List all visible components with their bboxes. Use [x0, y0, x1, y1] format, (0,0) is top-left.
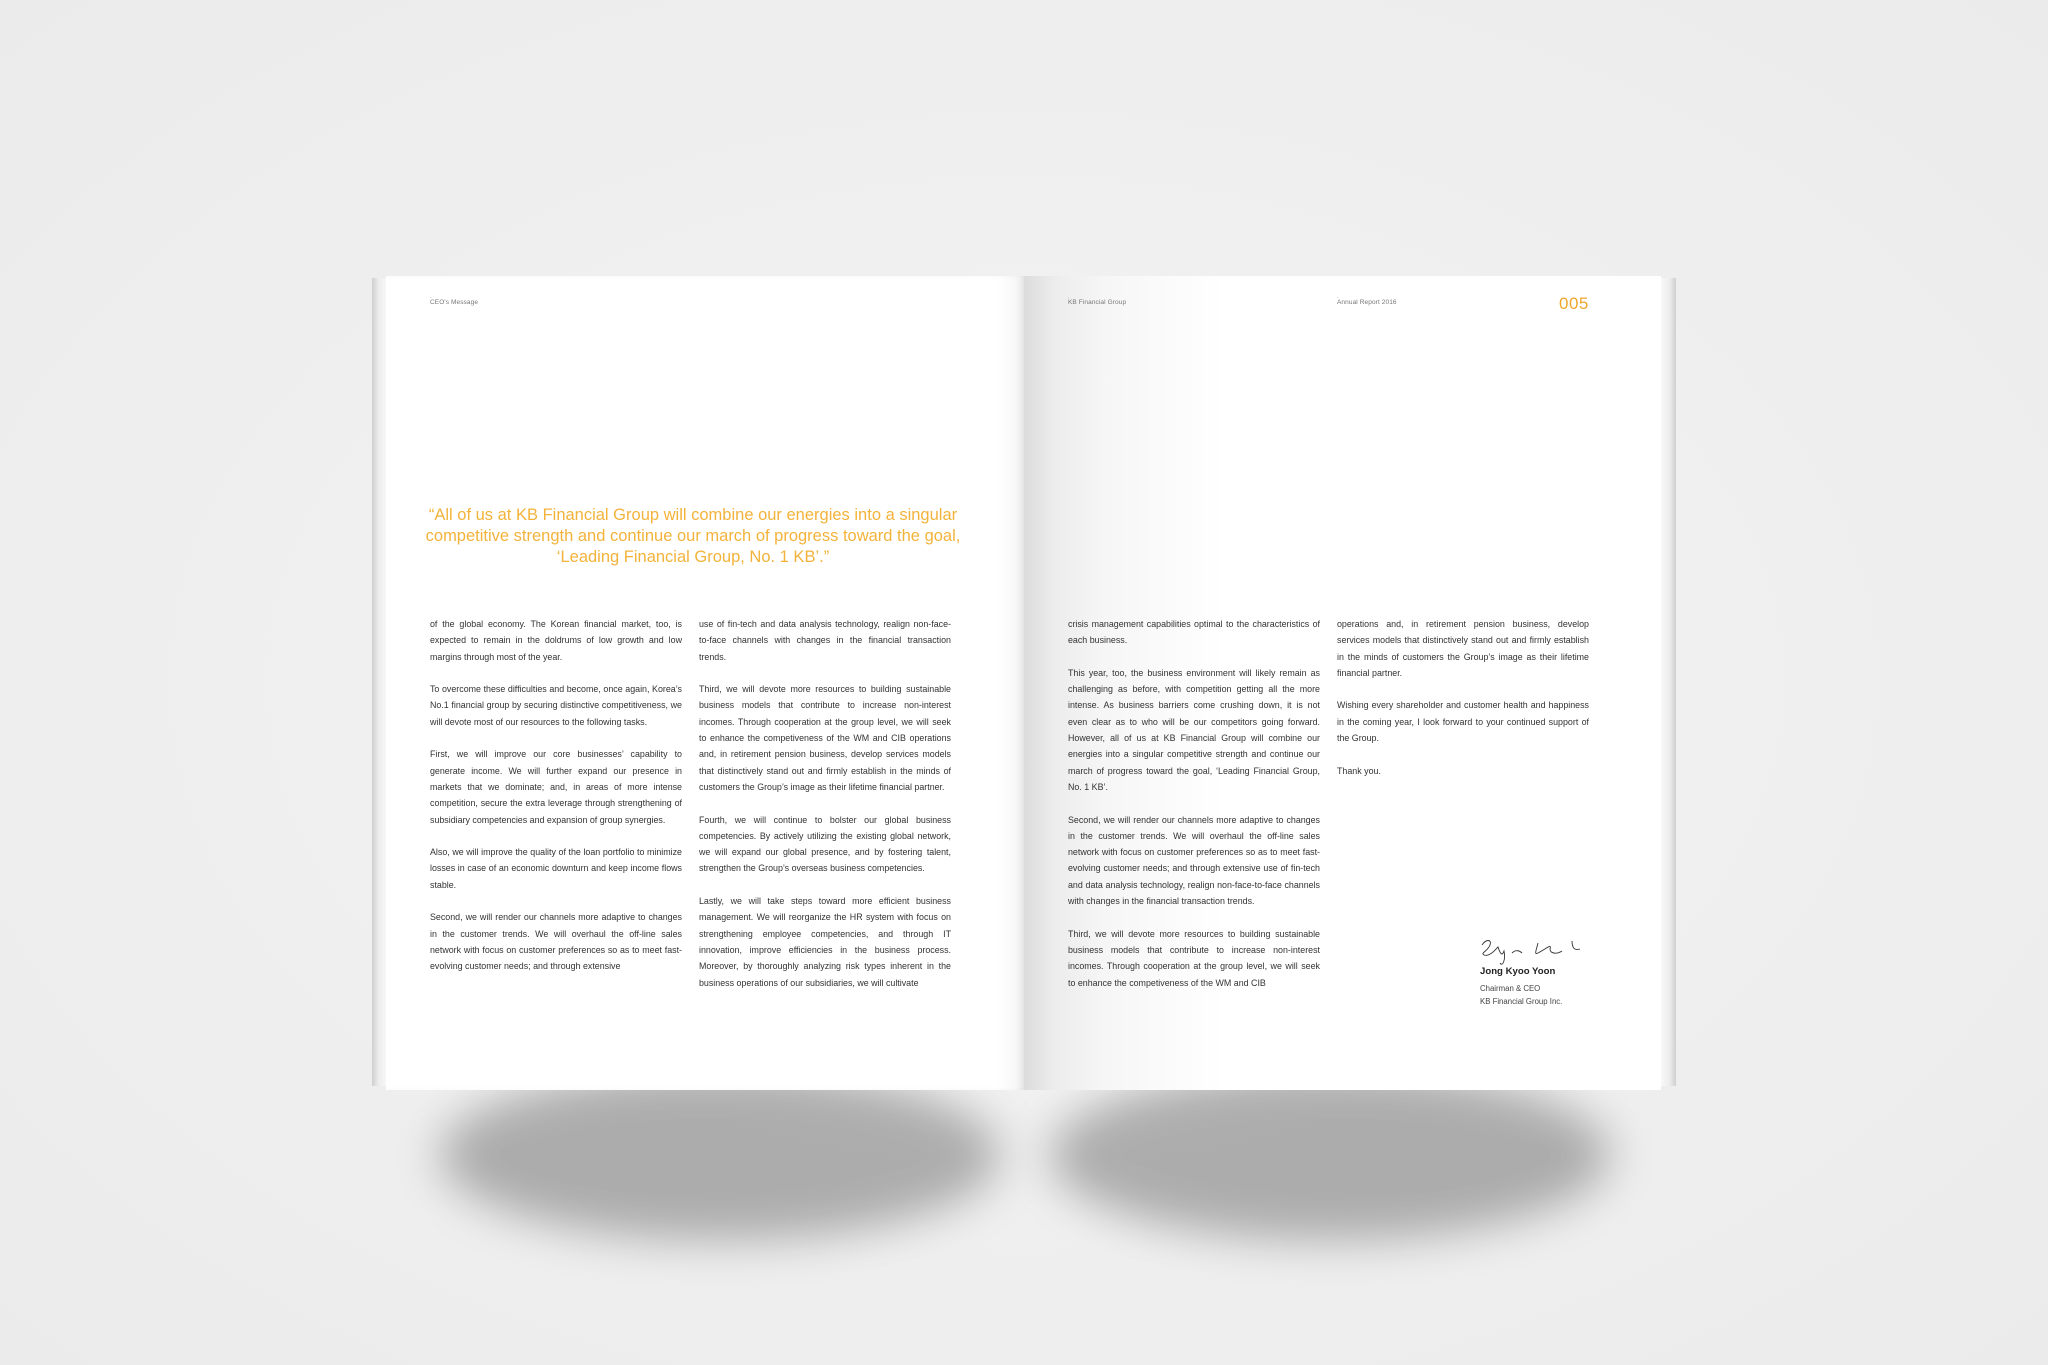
paragraph: Thank you.: [1337, 765, 1381, 776]
paragraph: Third, we will devote more resources to building sustainable business models that contribute to increase non-interest incomes. Through cooperation at the group level, we will seek to enhance the competiveness of the WM and CIB operations and, in retirement pension business, develop services models that distinctively stand out and firmly establish in the minds of customers the Group’s image as their lifetime financial partner.: [699, 684, 951, 792]
paragraph: crisis management capabilities optimal to the characteristics of each business.: [1068, 619, 1320, 646]
left-page-column-1: [430, 616, 682, 991]
paragraph: Second, we will render our channels more adaptive to changes in the customer trends. We will overhaul the off-line sales network with focus on customer preferences so as to meet fast-evolving customer needs; and through extensive use of fin-tech and data analysis technology, realign non-face-to-face channels with changes in the financial transaction trends.: [1068, 814, 1320, 907]
left-page: [386, 276, 1024, 1090]
paragraph: To overcome these difficulties and become, once again, Korea’s No.1 financial group by securing distinctive competitiveness, we will devote most of our resources to the following tasks.: [430, 684, 682, 727]
paragraph: Fourth, we will continue to bolster our global business competencies. By actively utilizing the existing global network, we will expand our global presence, and by fostering talent, strengthen the Group’s overseas business competencies.: [699, 814, 951, 874]
paragraph: of the global economy. The Korean financial market, too, is expected to remain in the doldrums of low growth and low margins through most of the year.: [430, 619, 682, 662]
gutter-shadow: [996, 276, 1024, 1090]
running-header-left: . CEO's Message: [430, 294, 479, 306]
paragraph: This year, too, the business environment will likely remain as challenging as before, with competition getting all the more intense. As business barriers come crushing down, it is not even clear as to who will be our competitors going forward. However, all of us at KB Financial Group will combine our energies into a singular competitive strength and continue our march of progress toward the goal, ‘Leading Financial Group, No. 1 KB’.: [1068, 667, 1320, 792]
left-page-column-2: [699, 616, 951, 1007]
signatory-name: Jong Kyoo Yoon: [1480, 966, 1556, 977]
paragraph: Third, we will devote more resources to building sustainable business models that contribute to increase non-interest incomes. Through cooperation at the group level, we will seek to enhance the competiveness of the WM and CIB: [1068, 928, 1320, 988]
signatory-title: Chairman & CEO: [1480, 984, 1541, 993]
report-title: Annual Report 2016: [1337, 299, 1397, 306]
paragraph: Second, we will render our channels more adaptive to changes in the customer trends. We will overhaul the off-line sales network with focus on customer preferences so as to meet fast-evolving customer needs; and through extensive: [430, 912, 682, 972]
right-page-column-1: [1068, 616, 1320, 1007]
paragraph: Also, we will improve the quality of the loan portfolio to minimize losses in case of an economic downturn and keep income flows stable.: [430, 847, 682, 890]
running-header-right-left: . KB Financial Group: [1068, 294, 1127, 306]
paragraph: Lastly, we will take steps toward more efficient business management. We will reorganize the HR system with focus on strengthening employee competencies, and through IT innovation, improve efficiencies in the business process. Moreover, by thoroughly analyzing risk types inherent in the business operations of our subsidiaries, we will cultivate: [699, 896, 951, 988]
paragraph: use of fin-tech and data analysis technology, realign non-face-to-face channels with changes in the financial transaction trends.: [699, 619, 951, 662]
pull-quote: “All of us at KB Financial Group will combine our energies into a singular competitive strength and continue our march of progress toward the goal, ‘Leading Financial Group, No. 1 KB’.”: [425, 506, 961, 566]
book-shadow-left: [440, 1070, 1000, 1240]
right-page: [1024, 276, 1661, 1090]
paragraph: First, we will improve our core businesses’ capability to generate income. We will further expand our presence in markets that we dominate; and, in areas of more intense competition, secure the extra leverage through strengthening of subsidiary competencies and expansion of group synergies.: [430, 749, 682, 825]
company-name: KB Financial Group: [1068, 299, 1127, 306]
running-header-right-right: . Annual Report 2016: [1337, 294, 1397, 306]
open-book: [372, 276, 1676, 1090]
paragraph: Wishing every shareholder and customer health and happiness in the coming year, I look forward to your continued support of the Group.: [1337, 700, 1589, 744]
book-shadow-right: [1050, 1070, 1610, 1240]
signatory-company: KB Financial Group Inc.: [1480, 997, 1563, 1006]
right-page-column-2: [1337, 616, 1589, 795]
handwritten-signature: [1476, 935, 1596, 967]
page-stack-right: [1660, 278, 1676, 1086]
paragraph: operations and, in retirement pension business, develop services models that distinctively stand out and firmly establish in the minds of customers the Group’s image as their lifetime financial partner.: [1337, 619, 1589, 678]
section-title: CEO's Message: [430, 299, 479, 306]
page-number: 005: [1559, 294, 1589, 313]
